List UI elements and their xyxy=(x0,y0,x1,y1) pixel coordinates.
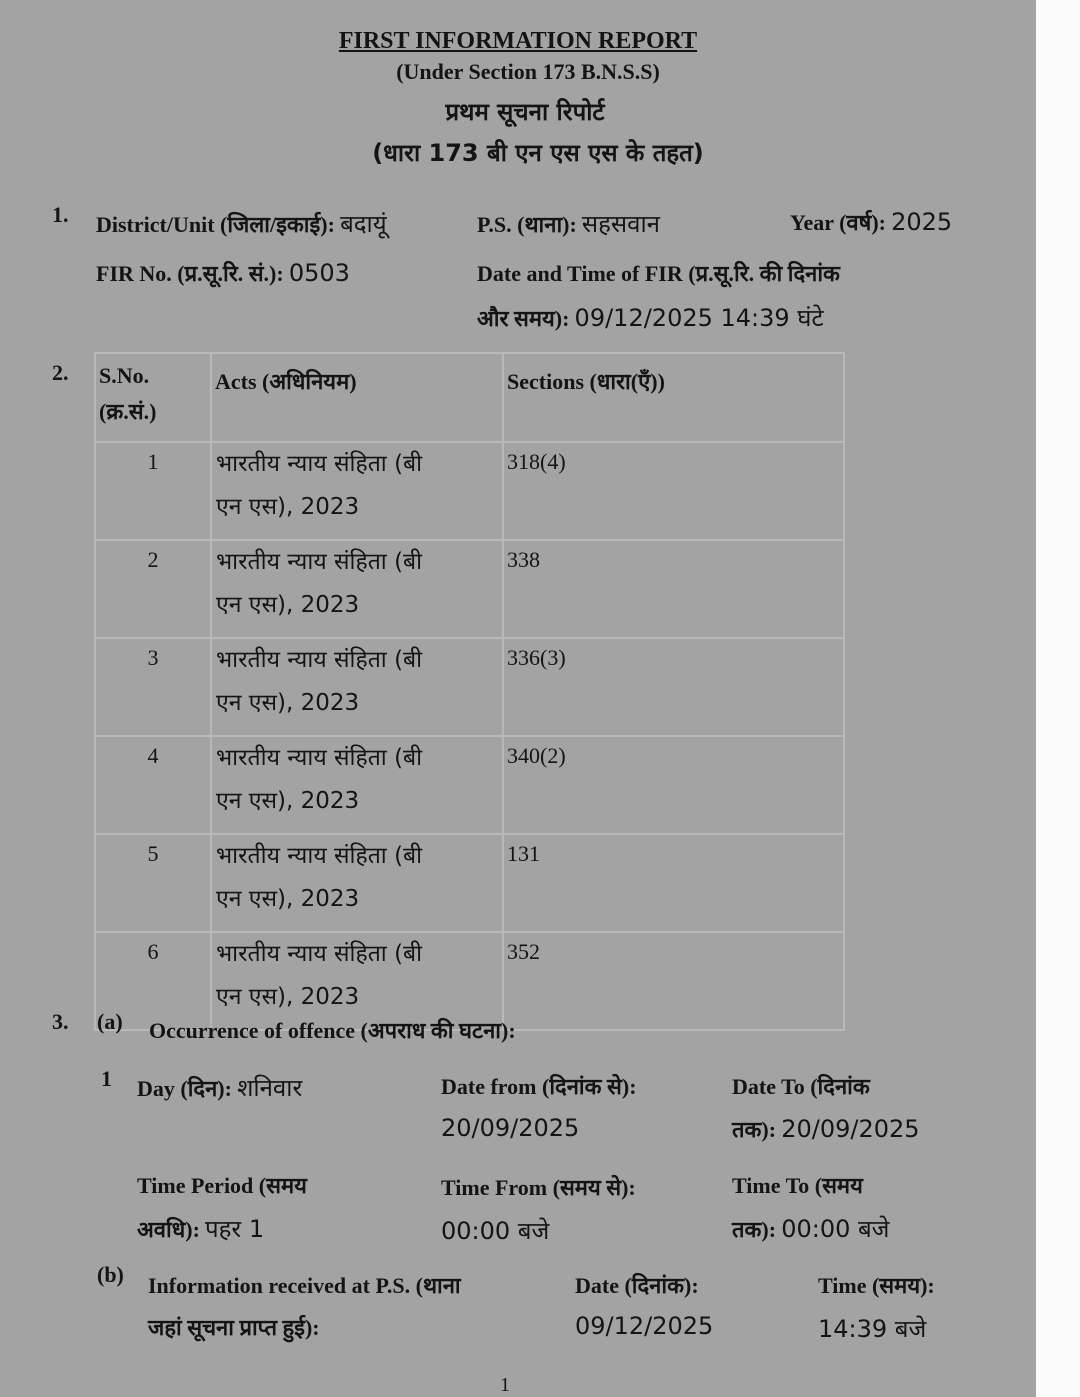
district-field xyxy=(96,207,387,240)
date-from-value: 20/09/2025 xyxy=(441,1114,580,1142)
date-to-value: 20/09/2025 xyxy=(781,1115,920,1143)
day-label: Day (दिन): xyxy=(137,1076,232,1101)
acts-sections-table xyxy=(94,352,845,1031)
date-to-label-line1: Date To (दिनांक xyxy=(732,1074,870,1099)
table-row xyxy=(95,834,844,932)
row-sno: 4 xyxy=(95,736,211,834)
table-row xyxy=(95,638,844,736)
table-row xyxy=(95,736,844,834)
row-act xyxy=(211,736,503,834)
time-to-label-line2: तक): xyxy=(732,1217,777,1242)
subsection-a-label: (a) xyxy=(97,1009,123,1034)
report-title-hindi: प्रथम सूचना रिपोर्ट xyxy=(445,98,605,126)
row-sno: 6 xyxy=(95,932,211,1030)
year-label: Year (वर्ष): xyxy=(790,210,887,235)
fir-datetime-label-line2: और समय): xyxy=(477,306,570,331)
fir-number-field xyxy=(96,258,350,288)
fir-number-label: FIR No. (प्र.सू.रि. सं.): xyxy=(96,261,284,286)
sections-header: Sections (धारा(एँ)) xyxy=(503,353,844,442)
row-act-line2: एन एस), 2023 xyxy=(216,690,360,716)
row-act xyxy=(211,834,503,932)
district-value: बदायूं xyxy=(340,210,387,238)
row-section: 340(2) xyxy=(503,736,844,834)
time-to-value: 00:00 बजे xyxy=(781,1215,890,1243)
row-act-line1: भारतीय न्याय संहिता (बी xyxy=(216,647,423,673)
row-section: 352 xyxy=(503,932,844,1030)
row-section: 336(3) xyxy=(503,638,844,736)
row-section: 338 xyxy=(503,540,844,638)
time-to-field xyxy=(732,1212,890,1245)
information-received-label-line2: जहां सूचना प्राप्त हुई): xyxy=(148,1315,320,1340)
table-row xyxy=(95,540,844,638)
row-sno: 1 xyxy=(95,442,211,540)
sno-header-line1: S.No. xyxy=(99,363,150,388)
info-time-value: 14:39 बजे xyxy=(818,1315,927,1343)
row-sno: 3 xyxy=(95,638,211,736)
fir-datetime-value: 09/12/2025 14:39 घंटे xyxy=(574,304,824,332)
row-sno: 2 xyxy=(95,540,211,638)
section-1-number: 1. xyxy=(52,202,69,227)
fir-datetime-field xyxy=(477,301,824,334)
occurrence-entry-number: 1 xyxy=(101,1066,112,1091)
row-section: 318(4) xyxy=(503,442,844,540)
row-section: 131 xyxy=(503,834,844,932)
police-station-value: सहसवान xyxy=(581,210,660,238)
row-act-line2: एन एस), 2023 xyxy=(216,494,360,520)
day-value: शनिवार xyxy=(237,1074,303,1102)
section-2-number: 2. xyxy=(52,360,69,385)
row-act-line1: भारतीय न्याय संहिता (बी xyxy=(216,451,423,477)
section-3-number: 3. xyxy=(52,1009,69,1034)
row-sno: 5 xyxy=(95,834,211,932)
info-time-label: Time (समय): xyxy=(818,1273,935,1298)
row-act-line1: भारतीय न्याय संहिता (बी xyxy=(216,549,423,575)
subsection-b-label: (b) xyxy=(97,1262,124,1287)
page-number: 1 xyxy=(500,1374,510,1396)
police-station-field xyxy=(477,207,660,240)
row-act-line2: एन एस), 2023 xyxy=(216,984,360,1010)
occurrence-title: Occurrence of offence (अपराध की घटना): xyxy=(149,1018,516,1043)
row-act xyxy=(211,638,503,736)
time-from-label: Time From (समय से): xyxy=(441,1175,636,1200)
day-field xyxy=(137,1071,302,1104)
table-row xyxy=(95,442,844,540)
row-act-line1: भारतीय न्याय संहिता (बी xyxy=(216,843,423,869)
police-station-label: P.S. (थाना): xyxy=(477,212,577,237)
time-from-value: 00:00 बजे xyxy=(441,1217,550,1245)
row-act-line2: एन एस), 2023 xyxy=(216,592,360,618)
acts-header: Acts (अधिनियम) xyxy=(211,353,503,442)
date-to-field xyxy=(732,1114,920,1144)
row-act-line2: एन एस), 2023 xyxy=(216,886,360,912)
time-period-label-line2: अवधि): xyxy=(137,1217,200,1242)
row-act xyxy=(211,442,503,540)
report-subtitle-hindi: (धारा 173 बी एन एस एस के तहत) xyxy=(372,139,704,167)
date-from-label: Date from (दिनांक से): xyxy=(441,1074,637,1099)
info-date-label: Date (दिनांक): xyxy=(575,1273,699,1298)
fir-datetime-label-line1: Date and Time of FIR (प्र.सू.रि. की दिनांक xyxy=(477,261,840,286)
report-title: FIRST INFORMATION REPORT xyxy=(338,28,698,54)
sno-header-line2: (क्र.सं.) xyxy=(99,399,157,424)
fir-number-value: 0503 xyxy=(288,259,350,287)
row-act-line1: भारतीय न्याय संहिता (बी xyxy=(216,745,423,771)
time-to-label-line1: Time To (समय xyxy=(732,1173,863,1198)
information-received-label-line1: Information received at P.S. (थाना xyxy=(148,1273,461,1298)
district-label: District/Unit (जिला/इकाई): xyxy=(96,212,335,237)
row-act-line1: भारतीय न्याय संहिता (बी xyxy=(216,941,423,967)
time-period-label-line1: Time Period (समय xyxy=(137,1173,307,1198)
time-period-field xyxy=(137,1212,264,1245)
info-date-value: 09/12/2025 xyxy=(575,1312,714,1340)
row-act xyxy=(211,540,503,638)
table-header-row xyxy=(95,353,844,442)
row-act-line2: एन एस), 2023 xyxy=(216,788,360,814)
year-value: 2025 xyxy=(891,208,953,236)
year-field xyxy=(790,207,952,237)
report-subtitle: (Under Section 173 B.N.S.S) xyxy=(396,59,660,84)
page-margin xyxy=(1036,0,1080,1397)
sno-header xyxy=(95,353,211,442)
date-to-label-line2: तक): xyxy=(732,1117,777,1142)
time-period-value: पहर 1 xyxy=(205,1215,265,1243)
